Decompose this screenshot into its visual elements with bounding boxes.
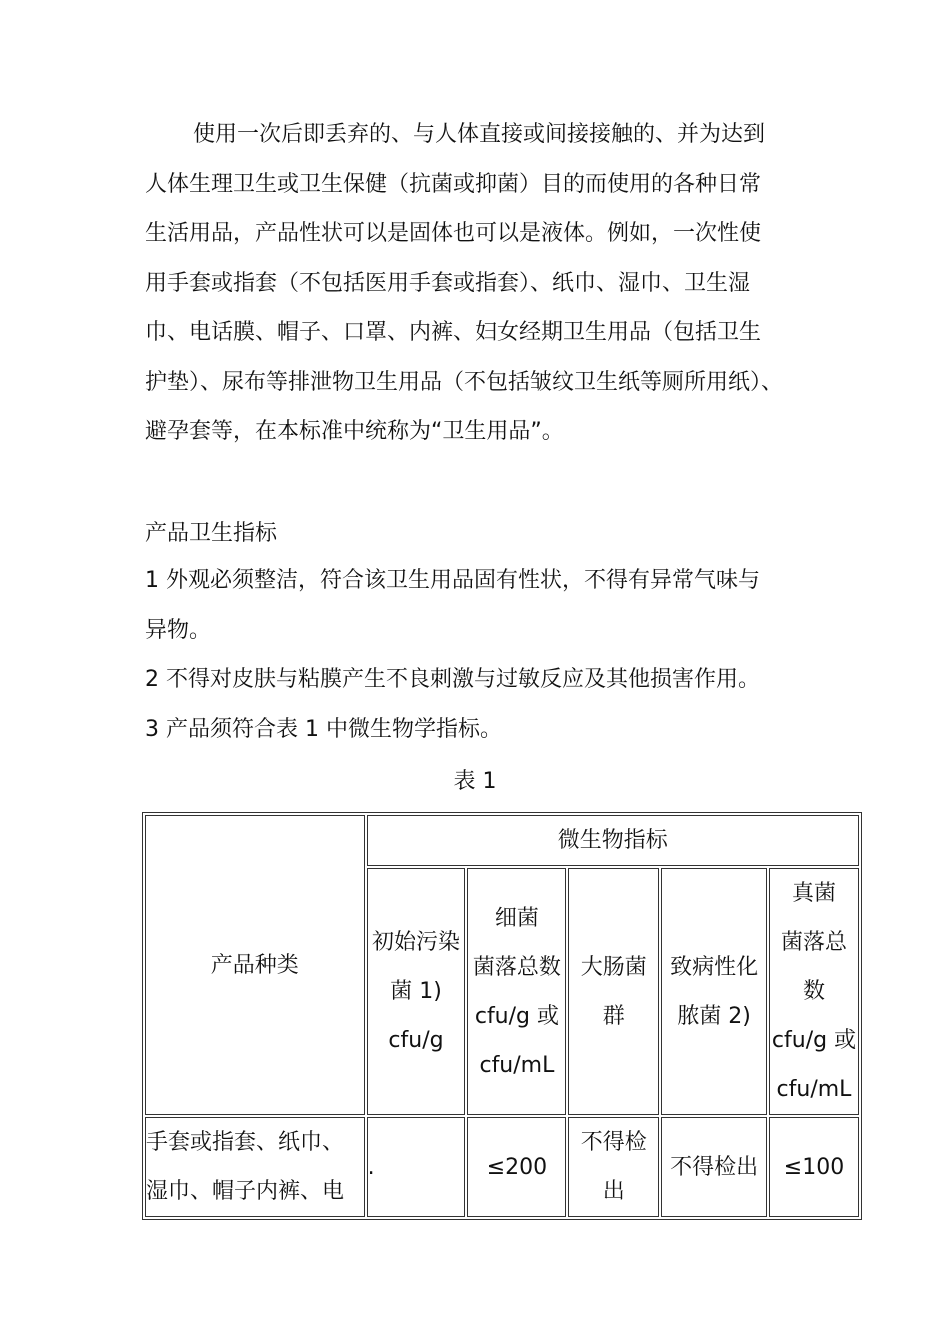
header-text: 菌落总数 (472, 954, 561, 980)
requirement-item: 1 外观必须整洁，符合该卫生用品固有性状，不得有异常气味与 (145, 568, 760, 593)
intro-line: 巾、电话膜、帽子、口罩、内裤、妇女经期卫生用品（包括卫生 (145, 320, 762, 345)
header-initial-contamination (367, 868, 466, 1115)
header-pathogenic-pyogenic (661, 868, 767, 1115)
header-text: 细菌 (494, 905, 539, 931)
cell-text: 不得检 (580, 1130, 647, 1155)
section-heading: 产品卫生指标 (145, 521, 278, 546)
intro-line: 生活用品，产品性状可以是固体也可以是液体。例如，一次性使 (145, 221, 762, 246)
cell-text: 湿巾、帽子内裤、电 (146, 1179, 345, 1204)
requirement-item: 3 产品须符合表 1 中微生物学指标。 (145, 716, 502, 742)
cell-text: 出 (602, 1179, 625, 1204)
header-text: cfu/mL (479, 1052, 555, 1078)
header-text: cfu/mL (776, 1077, 852, 1102)
microbial-index-table (142, 812, 862, 1220)
cell-fungi: ≤100 (769, 1117, 859, 1217)
intro-paragraph (145, 110, 810, 457)
cell-coliform (568, 1117, 659, 1217)
requirements-list (145, 556, 825, 754)
header-text: cfu/g 或 (474, 1003, 559, 1029)
header-product-type: 产品种类 (145, 815, 365, 1115)
header-text: 大肠菌 (580, 954, 647, 980)
cell-text: 手套或指套、纸巾、 (146, 1130, 345, 1155)
cell-product (145, 1117, 365, 1217)
cell-initial: . (367, 1117, 466, 1217)
requirement-item: 2 不得对皮肤与粘膜产生不良刺激与过敏反应及其他损害作用。 (145, 667, 760, 692)
table-caption: 表 1 (453, 769, 497, 794)
intro-line: 用手套或指套（不包括医用手套或指套）、纸巾、湿巾、卫生湿 (145, 270, 751, 296)
cell-pathogen: 不得检出 (661, 1117, 767, 1217)
header-text: 数 (802, 979, 825, 1004)
header-text: 菌 1) (390, 979, 442, 1004)
header-coliform (568, 868, 659, 1115)
header-text: cfu/g 或 (771, 1028, 857, 1053)
header-text: cfu/g (388, 1028, 444, 1053)
header-fungi-count (769, 868, 859, 1115)
intro-line: 使用一次后即丢弃的、与人体直接或间接接触的、并为达到 (193, 122, 766, 147)
intro-line: 护垫）、尿布等排泄物卫生用品（不包括皱纹卫生纸等厕所用纸）、 (145, 369, 784, 395)
header-text: 初始污染 (372, 930, 461, 955)
header-text: 致病性化 (670, 954, 759, 980)
intro-line: 避孕套等，在本标准中统称为“卫生用品”。 (145, 419, 564, 444)
header-microbial-index: 微生物指标 (367, 815, 859, 866)
header-text: 真菌 (791, 881, 836, 906)
requirement-item: 异物。 (145, 617, 212, 643)
header-bacteria-count (467, 868, 566, 1115)
table-row (145, 1117, 859, 1217)
header-text: 群 (602, 1003, 625, 1029)
intro-line: 人体生理卫生或卫生保健（抗菌或抑菌）目的而使用的各种日常 (145, 171, 762, 197)
header-text: 菌落总 (780, 930, 847, 955)
cell-bacteria: ≤200 (467, 1117, 566, 1217)
header-text: 脓菌 2) (677, 1003, 751, 1029)
